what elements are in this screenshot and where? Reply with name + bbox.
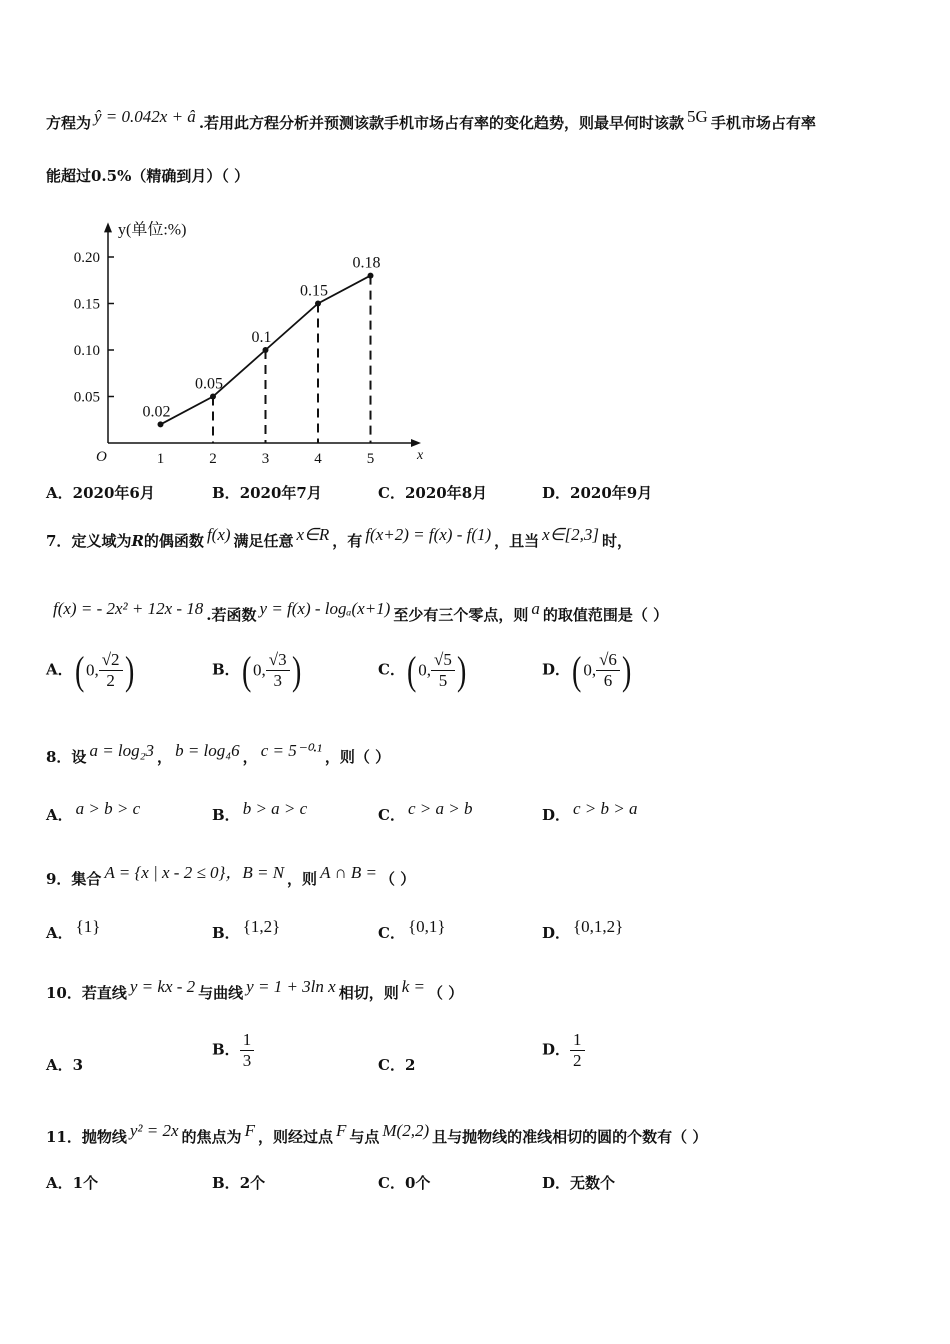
data-label: 0.02: [142, 403, 171, 421]
q7-option-a[interactable]: [46, 647, 136, 693]
q7-text: ，有: [332, 532, 363, 550]
y-tick-label: 0.05: [73, 389, 100, 406]
denominator: 5: [438, 671, 448, 690]
option-label: A．: [46, 660, 73, 679]
q10-formula: y = kx - 2: [129, 977, 196, 996]
q11-formula: y² = 2x: [129, 1121, 179, 1140]
option-text: 0,: [85, 660, 99, 680]
option-text: c > b > a: [573, 799, 638, 818]
option-label: B．: [212, 1174, 240, 1192]
option-label: A．: [46, 1174, 73, 1192]
q7-line1: [46, 525, 633, 551]
fraction: [431, 650, 455, 691]
y-tick-label: 0.20: [73, 250, 100, 266]
option-label: A．: [46, 924, 73, 942]
q8-formula: a = log₂3: [89, 741, 155, 760]
q7-text: 时，: [602, 532, 633, 550]
q7-line2: [50, 599, 669, 625]
fraction: [266, 650, 290, 691]
option-label: D．: [542, 806, 571, 824]
q7-formula: y = f(x) - logₐ(x+1): [259, 599, 391, 618]
q8-text: ，则（ ）: [324, 748, 391, 766]
q7-text: 满足任意: [233, 532, 294, 550]
option-text: 无数个: [570, 1174, 616, 1192]
option-text: 0,: [418, 660, 432, 680]
question-number: 8．设: [46, 748, 87, 766]
numerator: 1: [240, 1030, 255, 1051]
open-paren: (: [406, 647, 417, 693]
data-point: [263, 347, 269, 353]
x-axis-label: x: [417, 448, 424, 463]
q9-text: ，则: [287, 870, 318, 888]
q8-formula: c = 5⁻⁰·¹: [260, 741, 322, 760]
q8-formula: b = log₄6: [175, 741, 240, 760]
option-label: C．: [378, 924, 405, 942]
option-text: 2020年7月: [239, 484, 322, 502]
q8-option-c[interactable]: [378, 799, 475, 825]
q6-text: 方程为: [46, 114, 92, 132]
q9-line: [46, 864, 415, 889]
question-number: 10．若直线: [46, 984, 127, 1002]
q11-option-a[interactable]: [46, 1172, 98, 1193]
q7-option-b[interactable]: [212, 647, 303, 693]
option-text: 0,: [253, 660, 266, 680]
fraction: [570, 1030, 585, 1071]
q10-option-d[interactable]: [542, 1030, 585, 1071]
option-label: C．: [378, 806, 405, 824]
q9-option-d[interactable]: [542, 917, 626, 943]
q10-text: （ ）: [427, 984, 464, 1002]
data-point: [210, 394, 216, 400]
fraction: [596, 650, 620, 691]
q11-formula: F: [244, 1121, 255, 1140]
q7-option-d[interactable]: [542, 647, 633, 693]
option-label: D．: [542, 484, 571, 502]
option-label: C．: [378, 484, 405, 502]
close-paren: ): [456, 647, 467, 693]
q6-option-d[interactable]: [542, 482, 652, 503]
q10-text: 与曲线: [198, 984, 244, 1002]
data-point: [368, 273, 374, 279]
q6-option-c[interactable]: [378, 482, 487, 503]
y-tick-label: 0.10: [73, 343, 100, 359]
q7-text: 的取值范围是（ ）: [542, 606, 669, 624]
q11-text: 且与抛物线的准线相切的圆的个数有（ ）: [432, 1128, 708, 1146]
option-text: 0,: [583, 660, 597, 680]
q11-text: ，则经过点: [257, 1128, 333, 1146]
q7-text: ，且当: [494, 532, 540, 550]
option-label: D．: [542, 1174, 571, 1192]
y-axis-arrow: [104, 222, 112, 232]
q10-line: [46, 977, 464, 1003]
fraction: [99, 650, 123, 691]
q10-option-c[interactable]: [378, 1054, 415, 1075]
q11-option-d[interactable]: [542, 1172, 615, 1193]
q11-text: 的焦点为: [181, 1128, 242, 1146]
data-label: 0.18: [352, 254, 381, 272]
x-tick-label: 2: [209, 451, 217, 467]
q8-text: ，: [242, 748, 258, 766]
q8-option-d[interactable]: [542, 799, 641, 825]
q10-formula: y = 1 + 3ln x: [246, 977, 336, 996]
option-label: D．: [542, 1040, 571, 1059]
q11-text: 与点: [349, 1128, 380, 1146]
q7-formula: f(x) = - 2x² + 12x - 18: [53, 599, 204, 618]
q6-option-a[interactable]: [46, 482, 155, 503]
data-label: 0.1: [251, 329, 272, 346]
q8-option-b[interactable]: [212, 799, 310, 825]
y-axis-label: y(单位:%): [118, 221, 187, 239]
option-label: B．: [212, 924, 240, 942]
numerator: √5: [431, 650, 455, 671]
q11-line: [46, 1121, 708, 1147]
option-label: A．: [46, 806, 73, 824]
market-share-chart: [60, 215, 430, 470]
option-text: 1个: [72, 1174, 99, 1192]
denominator: 3: [273, 671, 282, 690]
q9-option-c[interactable]: [378, 917, 449, 943]
open-paren: (: [572, 647, 582, 693]
option-text: 0个: [404, 1174, 431, 1192]
question-number: 11．抛物线: [46, 1128, 127, 1146]
q7-text: 至少有三个零点，则: [393, 606, 529, 624]
option-text: 3: [72, 1056, 84, 1074]
option-label: A．: [46, 1056, 73, 1074]
y-tick-label: 0.15: [73, 296, 100, 313]
option-label: A．: [46, 484, 73, 502]
q10-option-a[interactable]: [46, 1054, 83, 1075]
x-axis-arrow: [411, 439, 421, 447]
option-label: B．: [212, 1040, 240, 1059]
option-text: 2020年9月: [570, 484, 653, 502]
option-label: C．: [378, 660, 405, 679]
q6-text: 手机市场占有率: [710, 114, 816, 132]
option-text: a > b > c: [75, 799, 141, 818]
option-text: 2020年6月: [72, 484, 155, 502]
data-label: 0.15: [300, 282, 328, 300]
data-point: [158, 421, 164, 427]
data-label: 0.05: [195, 375, 223, 393]
option-label: B．: [212, 660, 240, 679]
open-paren: (: [241, 647, 252, 693]
q7-text: 的偶函数: [143, 532, 204, 550]
option-text: 2: [404, 1056, 416, 1074]
option-label: B．: [212, 484, 240, 502]
q7-option-c[interactable]: [378, 647, 468, 693]
q6-text: .若用此方程分析并预测该款手机市场占有率的变化趋势，则最早何时该款: [198, 114, 685, 132]
option-label: C．: [378, 1056, 405, 1074]
q10-option-b[interactable]: [212, 1030, 254, 1071]
q7-text: 定义域为: [71, 532, 132, 550]
q6-line1: [46, 107, 816, 133]
option-label: D．: [542, 660, 571, 679]
open-paren: (: [74, 647, 84, 693]
fraction: [240, 1030, 255, 1071]
option-text: {1,2}: [242, 917, 281, 936]
q9-option-a[interactable]: [46, 917, 103, 943]
numerator: 1: [570, 1030, 585, 1051]
close-paren: ): [621, 647, 632, 693]
option-text: 2020年8月: [404, 484, 488, 502]
q6-line2: 能超过0.5%（精确到月）（ ）: [46, 167, 250, 185]
numerator: √2: [99, 650, 123, 671]
q9-formula: A ∩ B =: [320, 863, 378, 882]
denominator: 2: [573, 1051, 582, 1070]
x-tick-label: 4: [314, 451, 322, 467]
x-tick-label: 1: [156, 451, 165, 467]
q11-formula: F: [335, 1121, 347, 1140]
numerator: √6: [596, 650, 620, 671]
q9-option-b[interactable]: [212, 917, 283, 943]
close-paren: ): [291, 647, 301, 693]
option-text: c > a > b: [407, 799, 473, 818]
regression-formula: ŷ = 0.042x + â: [94, 107, 196, 126]
option-label: C．: [378, 1174, 405, 1192]
q8-option-a[interactable]: [46, 799, 143, 825]
q10-formula: k =: [401, 977, 425, 996]
q9-formula: A = {x | x - 2 ≤ 0}，B = N: [104, 863, 285, 882]
x-tick-label: 3: [261, 451, 270, 467]
q10-text: 相切，则: [338, 984, 399, 1002]
q8-text: ，: [157, 748, 173, 766]
question-number: 9．集合: [46, 870, 102, 888]
q6-option-b[interactable]: [212, 482, 322, 503]
option-label: B．: [212, 806, 240, 824]
denominator: 3: [242, 1051, 252, 1070]
numerator: √3: [266, 650, 290, 671]
question-number: 7．: [46, 532, 72, 550]
q8-line: [46, 741, 391, 767]
q7-formula: f(x): [206, 525, 231, 544]
option-text: {1}: [75, 917, 101, 936]
q7-formula: f(x+2) = f(x) - f(1): [365, 525, 492, 544]
q11-option-b[interactable]: [212, 1172, 265, 1193]
q11-formula: M(2,2): [382, 1121, 430, 1140]
5g-label: 5G: [687, 107, 708, 126]
option-text: {0,1,2}: [573, 917, 624, 936]
x-tick-label: 5: [366, 451, 375, 467]
close-paren: ): [124, 647, 134, 693]
denominator: 6: [603, 671, 613, 690]
q7-formula: x∈R: [296, 525, 330, 544]
option-text: {0,1}: [407, 917, 446, 936]
q7-text: .若函数: [206, 606, 257, 624]
q7-domain-symbol: R: [131, 532, 144, 550]
option-label: D．: [542, 924, 571, 942]
origin-label: O: [96, 449, 107, 465]
q9-text: （ ）: [380, 870, 416, 888]
q11-option-c[interactable]: [378, 1172, 430, 1193]
q7-formula: x∈[2,3]: [542, 525, 600, 544]
option-text: b > a > c: [242, 799, 308, 818]
q7-formula: a: [531, 599, 540, 618]
option-text: 2个: [239, 1174, 266, 1192]
denominator: 2: [106, 671, 115, 690]
data-point: [315, 301, 321, 307]
